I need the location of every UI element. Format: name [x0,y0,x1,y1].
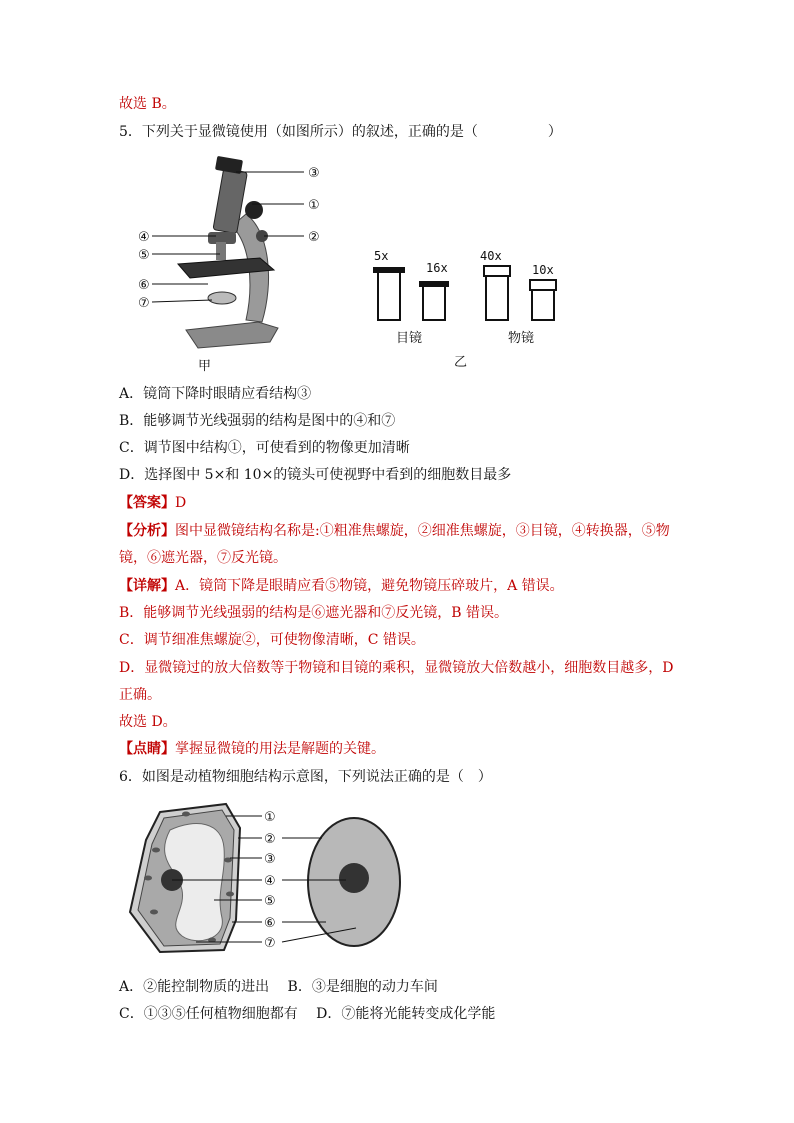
objective [216,242,226,260]
analysis-lead: 图中显微镜结构名称是: [175,523,320,539]
prev-conclusion: 故选 B。 [119,96,176,112]
q5-tip [119,739,385,759]
analysis-part1: ①粗准焦螺旋，②细准焦螺旋，③目镜，④转换器，⑤物 [319,523,670,539]
q5-analysis-line2: 镜，⑥遮光器，⑦反光镜。 [119,550,287,566]
q6-options-ab: A．②能控制物质的进出 B．③是细胞的动力车间 [119,979,438,995]
q5-detail-d: D．显微镜过的放大倍数等于物镜和目镜的乘积，显微镜放大倍数越小，细胞数目越多，D [119,660,674,676]
label-2: ② [308,230,320,245]
label-4: ④ [138,230,150,245]
mag-10x: 10x [532,263,554,277]
detail-a: A．镜筒下降是眼睛应看⑤物镜，避免物镜压碎玻片，A 错误。 [175,578,564,594]
mag-5x: 5x [374,249,389,263]
detail-tag: 【详解】 [119,578,175,594]
q5-detail-line1 [119,576,564,596]
q5-detail-b: B．能够调节光线强弱的结构是⑥遮光器和⑦反光镜，B 错误。 [119,605,509,621]
tip-tag: 【点睛】 [119,741,175,757]
tip-text: 掌握显微镜的用法是解题的关键。 [175,741,385,757]
cell-label-5: ⑤ [264,894,276,909]
cell-label-1: ① [264,810,276,825]
cell-figure [126,800,416,960]
cell-label-4: ④ [264,874,276,889]
q5-option-b: B．能够调节光线强弱的结构是图中的④和⑦ [119,413,396,429]
figure-caption-jia: 甲 [198,359,212,374]
label-5: ⑤ [138,248,150,263]
q5-option-a: A．镜筒下降时眼睛应看结构③ [119,386,312,402]
answer-value: D [175,495,187,511]
label-3: ③ [308,166,320,181]
q5-option-d: D．选择图中 5×和 10×的镜头可使视野中看到的细胞数目最多 [119,467,512,483]
animal-nucleus [339,863,369,893]
microscope-base [186,322,278,348]
q5-detail-d-cont: 正确。 [119,687,161,703]
mag-16x: 16x [426,261,448,275]
q5-answer [119,493,186,513]
answer-tag: 【答案】 [119,495,175,511]
lenses-figure [366,246,566,374]
cell-label-2: ② [264,832,276,847]
figure-caption-yi: 乙 [454,355,468,370]
q6-options-cd: C．①③⑤任何植物细胞都有 D．⑦能将光能转变成化学能 [119,1006,496,1022]
eyepiece-label: 目镜 [396,331,423,346]
q5-analysis-line1 [119,521,670,541]
q6-stem: 6．如图是动植物细胞结构示意图，下列说法正确的是（ ） [119,769,492,785]
cell-label-7: ⑦ [264,936,276,951]
label-1: ① [308,198,320,213]
mirror [208,292,236,304]
cell-label-6: ⑥ [264,916,276,931]
eyepiece-5x [374,268,404,320]
mag-40x: 40x [480,249,502,263]
q5-option-c: C．调节图中结构①，可使看到的物像更加清晰 [119,440,410,456]
label-7: ⑦ [138,296,150,311]
cell-label-3: ③ [264,852,276,867]
objective-40x [484,266,510,320]
q5-conclusion: 故选 D。 [119,714,177,730]
eyepiece-16x [420,282,448,320]
objective-10x [530,280,556,320]
q5-stem: 5．下列关于显微镜使用（如图所示）的叙述，正确的是（ ） [119,124,562,140]
objective-label: 物镜 [508,331,535,346]
eyepiece [215,156,243,174]
analysis-tag: 【分析】 [119,523,175,539]
microscope-figure [128,152,350,380]
label-6: ⑥ [138,278,150,293]
q5-detail-c: C．调节细准焦螺旋②，可使物像清晰，C 错误。 [119,632,425,648]
